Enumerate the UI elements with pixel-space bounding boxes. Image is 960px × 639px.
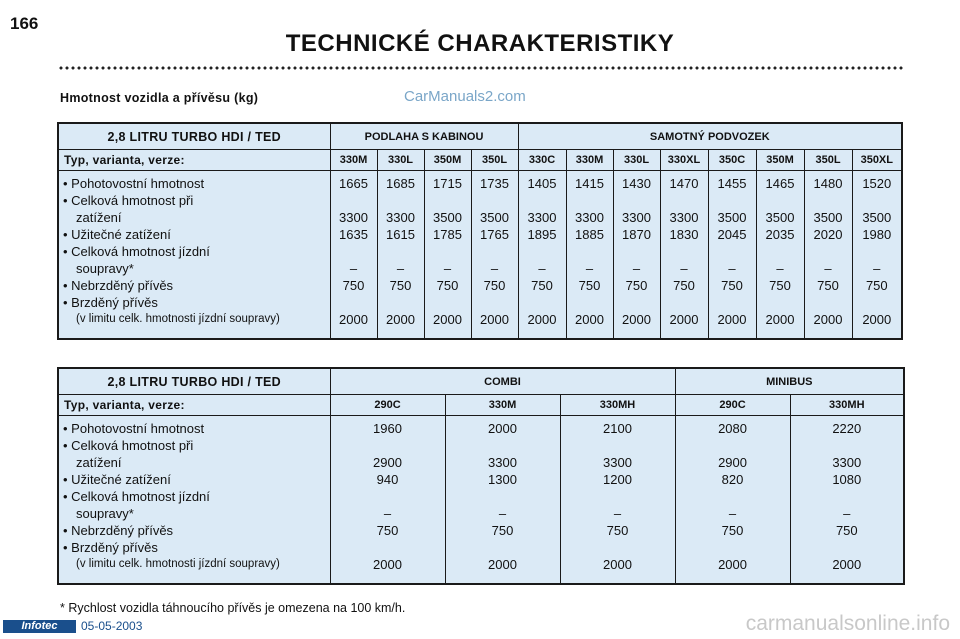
- group-header-combi: COMBI: [330, 368, 675, 395]
- dotted-divider: [58, 65, 904, 71]
- value-braked: 2000: [480, 312, 509, 327]
- value-payload: 2020: [813, 227, 843, 242]
- engine-header: 2,8 LITRU TURBO HDI / TED: [58, 123, 330, 150]
- variant-label: Typ, varianta, verze:: [58, 150, 330, 171]
- value-unbraked: 750: [531, 278, 553, 293]
- label-curb: • Pohotovostní hmotnost: [63, 421, 205, 436]
- label-unbraked: • Nebrzděný přívěs: [63, 523, 174, 538]
- variant-header: 350C: [708, 150, 756, 171]
- value-payload: 1200: [603, 472, 632, 487]
- value-unbraked: 750: [376, 523, 399, 538]
- value-payload: 1830: [669, 227, 699, 242]
- label-braked: • Brzděný přívěs: [63, 540, 158, 555]
- value-braked: 2000: [832, 557, 862, 572]
- value-train: –: [728, 506, 737, 521]
- footer-date: 05-05-2003: [81, 619, 143, 633]
- value-gross: 3300: [488, 455, 517, 470]
- value-train: –: [728, 261, 736, 276]
- label-gross-cont: zatížení: [76, 455, 122, 470]
- value-curb: 1480: [813, 176, 843, 191]
- value-braked: 2000: [575, 312, 604, 327]
- section-subtitle: Hmotnost vozidla a přívěsu (kg): [60, 91, 259, 105]
- value-train: –: [613, 506, 622, 521]
- value-column: [560, 416, 675, 585]
- value-payload: 1300: [488, 472, 517, 487]
- value-column: [804, 171, 852, 340]
- value-gross: 3300: [527, 210, 557, 225]
- group-header-minibus: MINIBUS: [675, 368, 904, 395]
- value-column: [613, 171, 660, 340]
- value-payload: 1635: [339, 227, 368, 242]
- variant-header: 330MH: [560, 395, 675, 416]
- variant-header: 330M: [330, 150, 377, 171]
- value-braked: 2000: [386, 312, 415, 327]
- value-train: –: [873, 261, 881, 276]
- label-payload: • Užitečné zatížení: [63, 472, 171, 487]
- value-train: –: [843, 506, 851, 521]
- label-train-cont: soupravy*: [76, 261, 134, 276]
- value-column: [424, 171, 471, 340]
- value-gross: 3500: [862, 210, 892, 225]
- value-column: [445, 416, 560, 585]
- variant-header: 330XL: [660, 150, 708, 171]
- value-train: –: [824, 261, 832, 276]
- value-gross: 3500: [480, 210, 509, 225]
- variant-header: 350XL: [852, 150, 902, 171]
- variant-label: Typ, varianta, verze:: [58, 395, 330, 416]
- label-train: • Celková hmotnost jízdní: [63, 244, 210, 259]
- label-gross: • Celková hmotnost při: [63, 438, 194, 453]
- label-braked-cont: (v limitu celk. hmotnosti jízdní soupravy): [76, 313, 280, 325]
- value-braked: 2000: [813, 312, 843, 327]
- page-title: TECHNICKÉ CHARAKTERISTIKY: [285, 30, 675, 57]
- value-payload: 1785: [433, 227, 462, 242]
- engine-header: 2,8 LITRU TURBO HDI / TED: [58, 368, 330, 395]
- value-payload: 820: [721, 472, 744, 487]
- value-column: [852, 171, 902, 340]
- value-curb: 2220: [832, 421, 862, 436]
- value-curb: 1430: [622, 176, 651, 191]
- value-column: [675, 416, 790, 585]
- site-watermark: carmanualsonline.info: [745, 612, 950, 635]
- value-column: [790, 416, 904, 585]
- value-curb: 1735: [480, 176, 509, 191]
- variant-header: 350L: [471, 150, 518, 171]
- value-gross: 3500: [433, 210, 462, 225]
- value-gross: 3300: [575, 210, 604, 225]
- value-braked: 2000: [718, 557, 747, 572]
- value-train: –: [396, 261, 405, 276]
- value-train: –: [632, 261, 641, 276]
- value-braked: 2000: [717, 312, 747, 327]
- value-column: [660, 171, 708, 340]
- value-gross: 3500: [813, 210, 843, 225]
- label-unbraked: • Nebrzděný přívěs: [63, 278, 174, 293]
- value-column: [377, 171, 424, 340]
- page-number: 166: [10, 14, 39, 33]
- value-curb: 1685: [386, 176, 415, 191]
- value-curb: 2100: [603, 421, 632, 436]
- label-gross: • Celková hmotnost při: [63, 193, 194, 208]
- footnote: * Rychlost vozidla táhnoucího přívěs je omezena na 100 km/h.: [60, 601, 406, 615]
- value-gross: 3300: [669, 210, 699, 225]
- group-header-chassis: SAMOTNÝ PODVOZEK: [518, 123, 902, 150]
- value-column: [471, 171, 518, 340]
- value-unbraked: 750: [721, 523, 744, 538]
- variant-header: 330M: [445, 395, 560, 416]
- value-payload: 1980: [862, 227, 892, 242]
- value-braked: 2000: [862, 312, 892, 327]
- value-braked: 2000: [603, 557, 632, 572]
- value-train: –: [585, 261, 594, 276]
- value-gross: 3500: [717, 210, 747, 225]
- infotec-badge: Infotec: [3, 620, 76, 633]
- weights-table-combi: [57, 367, 905, 585]
- value-gross: 3300: [622, 210, 651, 225]
- value-curb: 1455: [717, 176, 747, 191]
- value-train: –: [538, 261, 546, 276]
- label-train: • Celková hmotnost jízdní: [63, 489, 210, 504]
- row-labels: [58, 416, 330, 585]
- value-payload: 1870: [622, 227, 651, 242]
- value-braked: 2000: [622, 312, 651, 327]
- value-unbraked: 750: [673, 278, 695, 293]
- value-curb: 1665: [339, 176, 368, 191]
- value-unbraked: 750: [342, 278, 365, 293]
- value-curb: 1470: [669, 176, 699, 191]
- value-train: –: [680, 261, 688, 276]
- group-header-cab: PODLAHA S KABINOU: [330, 123, 518, 150]
- row-labels: [58, 171, 330, 340]
- value-unbraked: 750: [578, 278, 601, 293]
- variant-header: 330L: [377, 150, 424, 171]
- value-train: –: [443, 261, 452, 276]
- value-train: –: [776, 261, 784, 276]
- value-column: [708, 171, 756, 340]
- value-curb: 2000: [488, 421, 517, 436]
- value-payload: 2035: [765, 227, 795, 242]
- value-gross: 3300: [603, 455, 632, 470]
- value-braked: 2000: [669, 312, 699, 327]
- value-curb: 1415: [575, 176, 604, 191]
- label-gross-cont: zatížení: [76, 210, 122, 225]
- value-payload: 1885: [575, 227, 604, 242]
- variant-header: 350L: [804, 150, 852, 171]
- value-curb: 1715: [433, 176, 462, 191]
- value-gross: 2900: [718, 455, 747, 470]
- label-train-cont: soupravy*: [76, 506, 134, 521]
- value-unbraked: 750: [835, 523, 858, 538]
- value-payload: 1895: [527, 227, 557, 242]
- value-unbraked: 750: [389, 278, 412, 293]
- value-column: [330, 171, 377, 340]
- value-gross: 3300: [832, 455, 862, 470]
- value-braked: 2000: [488, 557, 517, 572]
- value-payload: 1615: [386, 227, 415, 242]
- value-gross: 3500: [765, 210, 795, 225]
- value-column: [566, 171, 613, 340]
- value-unbraked: 750: [865, 278, 888, 293]
- value-unbraked: 750: [625, 278, 648, 293]
- value-payload: 1080: [832, 472, 862, 487]
- weights-table-chassis: [57, 122, 903, 340]
- variant-header: 330C: [518, 150, 566, 171]
- value-braked: 2000: [527, 312, 557, 327]
- value-unbraked: 750: [436, 278, 459, 293]
- value-curb: 2080: [718, 421, 747, 436]
- value-curb: 1520: [862, 176, 892, 191]
- value-unbraked: 750: [483, 278, 506, 293]
- variant-header: 290C: [675, 395, 790, 416]
- value-unbraked: 750: [721, 278, 743, 293]
- variant-header: 330MH: [790, 395, 904, 416]
- value-braked: 2000: [373, 557, 402, 572]
- value-gross: 2900: [373, 455, 402, 470]
- label-curb: • Pohotovostní hmotnost: [63, 176, 205, 191]
- value-train: –: [349, 261, 358, 276]
- value-column: [330, 416, 445, 585]
- value-curb: 1960: [373, 421, 402, 436]
- value-braked: 2000: [433, 312, 462, 327]
- value-column: [518, 171, 566, 340]
- label-braked-cont: (v limitu celk. hmotnosti jízdní soupravy): [76, 558, 280, 570]
- value-curb: 1405: [527, 176, 557, 191]
- value-unbraked: 750: [817, 278, 839, 293]
- watermark-link[interactable]: CarManuals2.com: [404, 88, 526, 105]
- value-payload: 1765: [480, 227, 509, 242]
- value-gross: 3300: [339, 210, 368, 225]
- value-braked: 2000: [339, 312, 368, 327]
- value-column: [756, 171, 804, 340]
- value-curb: 1465: [765, 176, 795, 191]
- value-unbraked: 750: [606, 523, 629, 538]
- value-payload: 2045: [717, 227, 747, 242]
- value-train: –: [490, 261, 499, 276]
- label-payload: • Užitečné zatížení: [63, 227, 171, 242]
- value-unbraked: 750: [769, 278, 791, 293]
- variant-header: 350M: [424, 150, 471, 171]
- variant-header: 290C: [330, 395, 445, 416]
- label-braked: • Brzděný přívěs: [63, 295, 158, 310]
- variant-header: 350M: [756, 150, 804, 171]
- value-train: –: [498, 506, 507, 521]
- value-gross: 3300: [386, 210, 415, 225]
- value-train: –: [383, 506, 392, 521]
- value-payload: 940: [376, 472, 399, 487]
- variant-header: 330M: [566, 150, 613, 171]
- value-braked: 2000: [765, 312, 795, 327]
- value-unbraked: 750: [491, 523, 514, 538]
- variant-header: 330L: [613, 150, 660, 171]
